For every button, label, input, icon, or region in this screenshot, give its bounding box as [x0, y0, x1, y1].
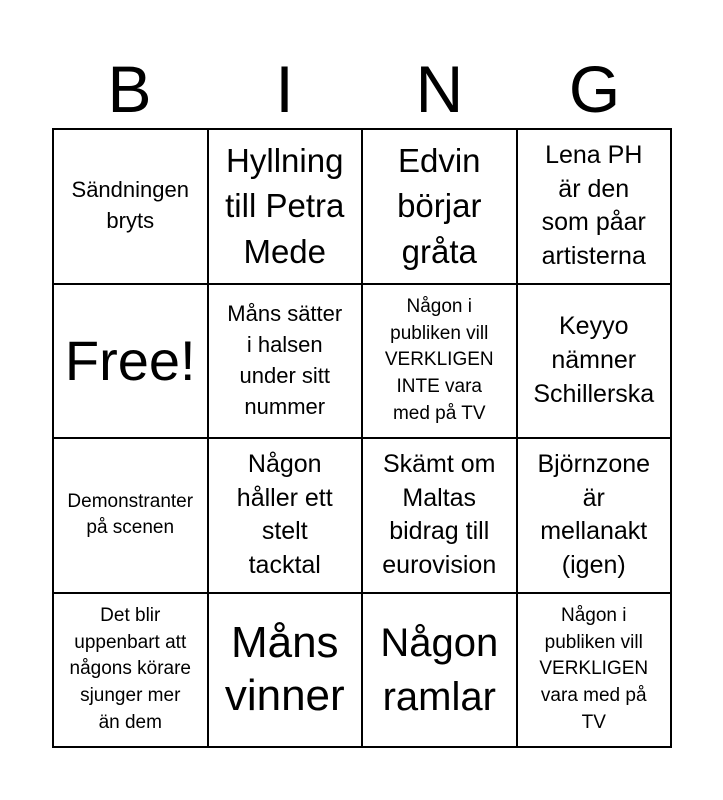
cell-text: Lena PH är den som påar artisterna [541, 140, 646, 270]
cell-text: Måns vinner [224, 617, 345, 720]
cell-text: Hyllning till Petra Mede [225, 141, 345, 271]
bingo-cell[interactable] [53, 593, 208, 748]
header-letter-i: I [275, 52, 294, 126]
cell-text: Någon i publiken vill VERKLIGEN INTE vara med på TV [384, 296, 494, 424]
bingo-cell[interactable] [362, 593, 517, 748]
cell-text: Någon ramlar [380, 620, 499, 719]
bingo-cell[interactable] [517, 284, 672, 439]
bingo-cell[interactable] [53, 438, 208, 593]
header-letter-n: N [415, 52, 464, 126]
header-letter-g: G [568, 52, 621, 126]
free-text: Free! [64, 328, 196, 392]
cell-text: Sändningen bryts [71, 177, 189, 234]
cell-text: Skämt om Maltas bidrag till eurovision [382, 449, 497, 579]
cell-text: Björnzone är mellanakt (igen) [537, 449, 651, 579]
bingo-cell[interactable] [362, 129, 517, 284]
bingo-card [52, 128, 672, 748]
bingo-cell[interactable] [362, 438, 517, 593]
bingo-cell[interactable] [208, 284, 363, 439]
cell-text: Måns sätter i halsen under sitt nummer [227, 301, 343, 419]
bingo-header [52, 50, 672, 128]
bingo-cell[interactable] [53, 129, 208, 284]
bingo-cell[interactable] [517, 129, 672, 284]
cell-text: Det blir uppenbart att någons körare sjunger mer än dem [69, 605, 191, 733]
cell-text: Keyyo nämner Schillerska [533, 312, 655, 408]
bingo-cell[interactable] [517, 593, 672, 748]
cell-text: Någon håller ett stelt tacktal [236, 449, 333, 579]
bingo-cell[interactable] [208, 593, 363, 748]
bingo-cell[interactable] [517, 438, 672, 593]
bingo-cell[interactable] [208, 129, 363, 284]
cell-text: Någon i publiken vill VERKLIGEN vara med på TV [539, 605, 649, 733]
bingo-cell[interactable] [362, 284, 517, 439]
cell-text: Edvin börjar gråta [397, 141, 482, 271]
header-letter-b: B [107, 52, 152, 126]
bingo-cell[interactable] [208, 438, 363, 593]
cell-text: Demonstranter på scenen [67, 490, 194, 539]
bingo-free-cell[interactable] [53, 284, 208, 439]
